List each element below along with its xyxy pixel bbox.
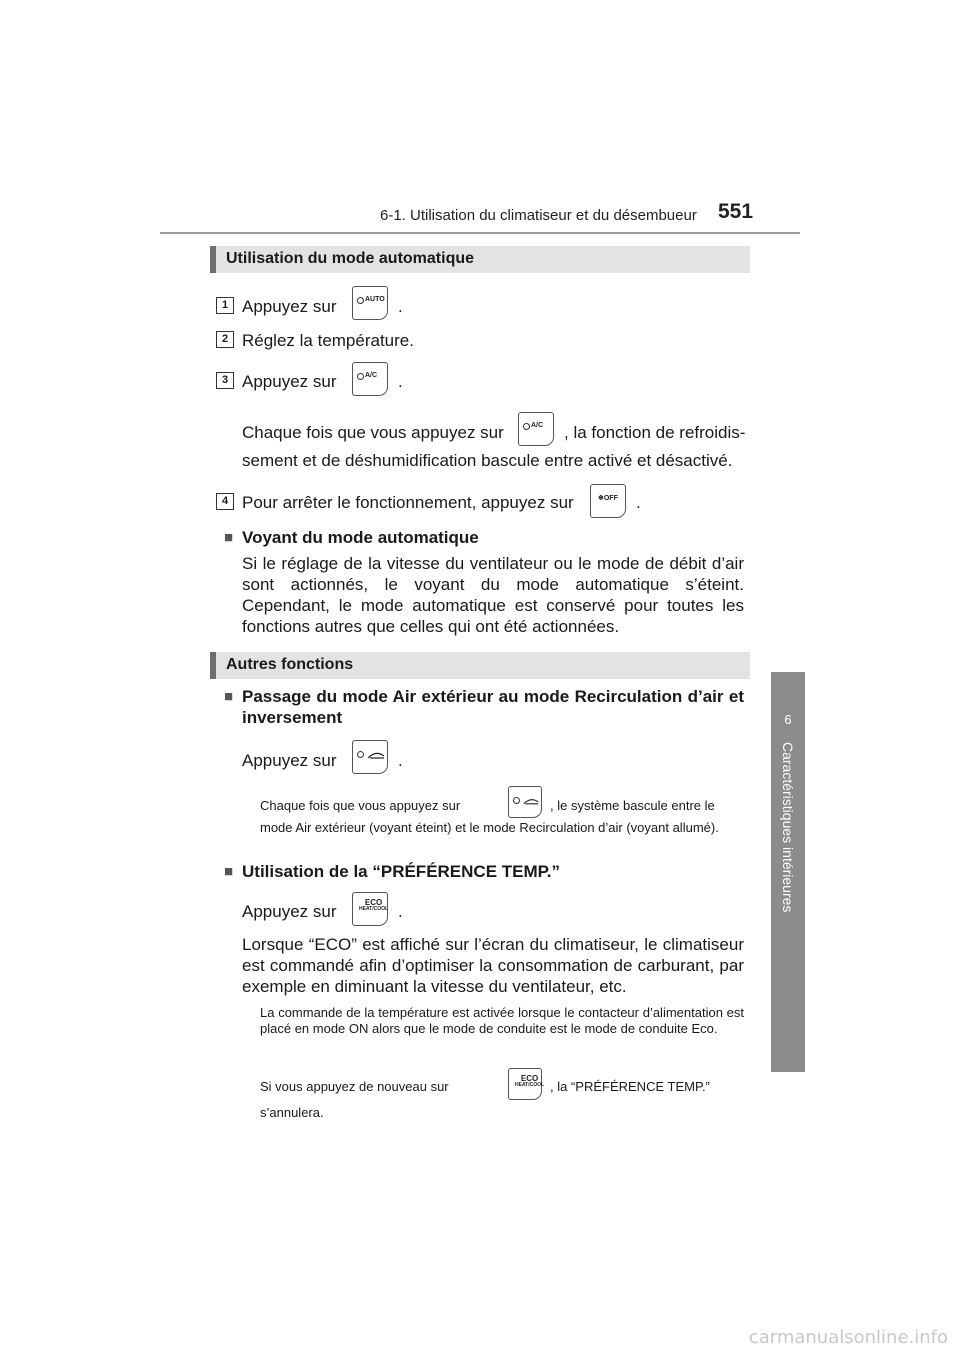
recirculation-arrow-icon [366,750,386,762]
chapter-side-label: Caractéristiques intérieures [780,742,796,913]
page-number: 551 [718,200,754,223]
eco-button-top: ECO [364,898,383,907]
chapter-side-label-wrap [771,742,805,922]
subheading-recirculation: Passage du mode Air extérieur au mode Recirculation d’air et inversement [242,687,744,727]
section-header-auto-mode [210,246,750,273]
eco-description: Lorsque “ECO” est affiché sur l’écran du climatiseur, le climatiseur est commandé afin d’optimiser la consommation de carburant, par exemple en diminuant la vitesse du ventilateur, etc. [242,935,744,996]
eco-press-period: . [398,902,403,921]
ac-button-icon [352,362,388,396]
step-4-text: Pour arrêter le fonctionnement, appuyez sur [242,493,574,512]
off-button-icon [590,484,626,518]
bullet-icon: ■ [224,529,234,546]
recirc-press-text: Appuyez sur [242,751,337,770]
eco-button-top-inline: ECO [520,1074,539,1083]
recirc-press-period: . [398,751,403,770]
ac-button-label-inline: A/C [531,422,544,429]
step-3-text: Appuyez sur [242,372,337,391]
step-4-period: . [636,493,641,512]
section-title: Autres fonctions [226,656,354,673]
subheading-temp-preference: Utilisation de la “PRÉFÉRENCE TEMP.” [242,862,561,881]
eco-button-icon [352,892,388,926]
recirculation-button-icon [352,740,388,774]
step-number-2: 2 [216,331,234,348]
eco-press-text: Appuyez sur [242,902,337,921]
step-number-4: 4 [216,493,234,510]
auto-button-icon [352,286,388,320]
auto-indicator-text: Si le réglage de la vitesse du ventilateur ou le mode de débit d’air sont actionnés, le voyant du mode automatique s’éteint. Cependant, le mode automatique est conservé pour toutes les fonctions autres que celles qui ont été actionnées. [242,554,744,636]
recirculation-arrow-icon [522,796,540,808]
eco-note-1: La commande de la température est activée lorsque le contacteur d’alimentation est placé en mode ON alors que le mode de conduite est le mode de conduite Eco. [260,1005,744,1036]
watermark: carmanualsonline.info [748,1327,948,1348]
subheading-auto-indicator: Voyant du mode automatique [242,528,479,547]
auto-button-label: AUTO [365,296,385,303]
step-3-period: . [398,372,403,391]
eco-button-bottom: HEAT/COOL [359,906,389,912]
section-title: Utilisation du mode automatique [226,250,475,267]
recirc-note-a: Chaque fois que vous appuyez sur [260,798,461,813]
recirc-note-c: mode Air extérieur (voyant éteint) et le mode Recirculation d’air (voyant allumé). [260,820,719,835]
recirc-note-b: , le système bascule entre le [550,798,715,813]
step-1-period: . [398,297,403,316]
eco-note-2-b: , la “PRÉFÉRENCE TEMP.” [550,1079,710,1094]
bullet-icon: ■ [224,688,234,705]
recirculation-button-icon-inline [508,786,542,818]
eco-button-icon-inline [508,1068,545,1100]
bullet-icon: ■ [224,863,234,880]
step-3-note-c: sement et de déshumidification bascule entre activé et désactivé. [242,451,733,470]
eco-button-bottom-inline: HEAT/COOL [515,1082,545,1088]
step-number-1: 1 [216,297,234,314]
eco-button-label [359,899,388,913]
chapter-number: 6 [784,712,792,727]
step-1-text: Appuyez sur [242,297,337,316]
ac-button-icon-inline [518,412,554,446]
off-button-label: ❄OFF [598,495,618,502]
step-number-3: 3 [216,372,234,389]
eco-note-2-c: s’annulera. [260,1105,324,1120]
step-3-note-a: Chaque fois que vous appuyez sur [242,423,504,442]
header-divider [160,232,800,234]
eco-button-label-inline [515,1075,544,1089]
ac-button-label: A/C [365,372,378,379]
step-2-text: Réglez la température. [242,331,414,350]
section-header-other-functions [210,652,750,679]
step-3-note-b: , la fonction de refroidis- [564,423,746,442]
chapter-heading: 6-1. Utilisation du climatiseur et du désembueur [380,207,697,224]
eco-note-2-a: Si vous appuyez de nouveau sur [260,1079,449,1094]
